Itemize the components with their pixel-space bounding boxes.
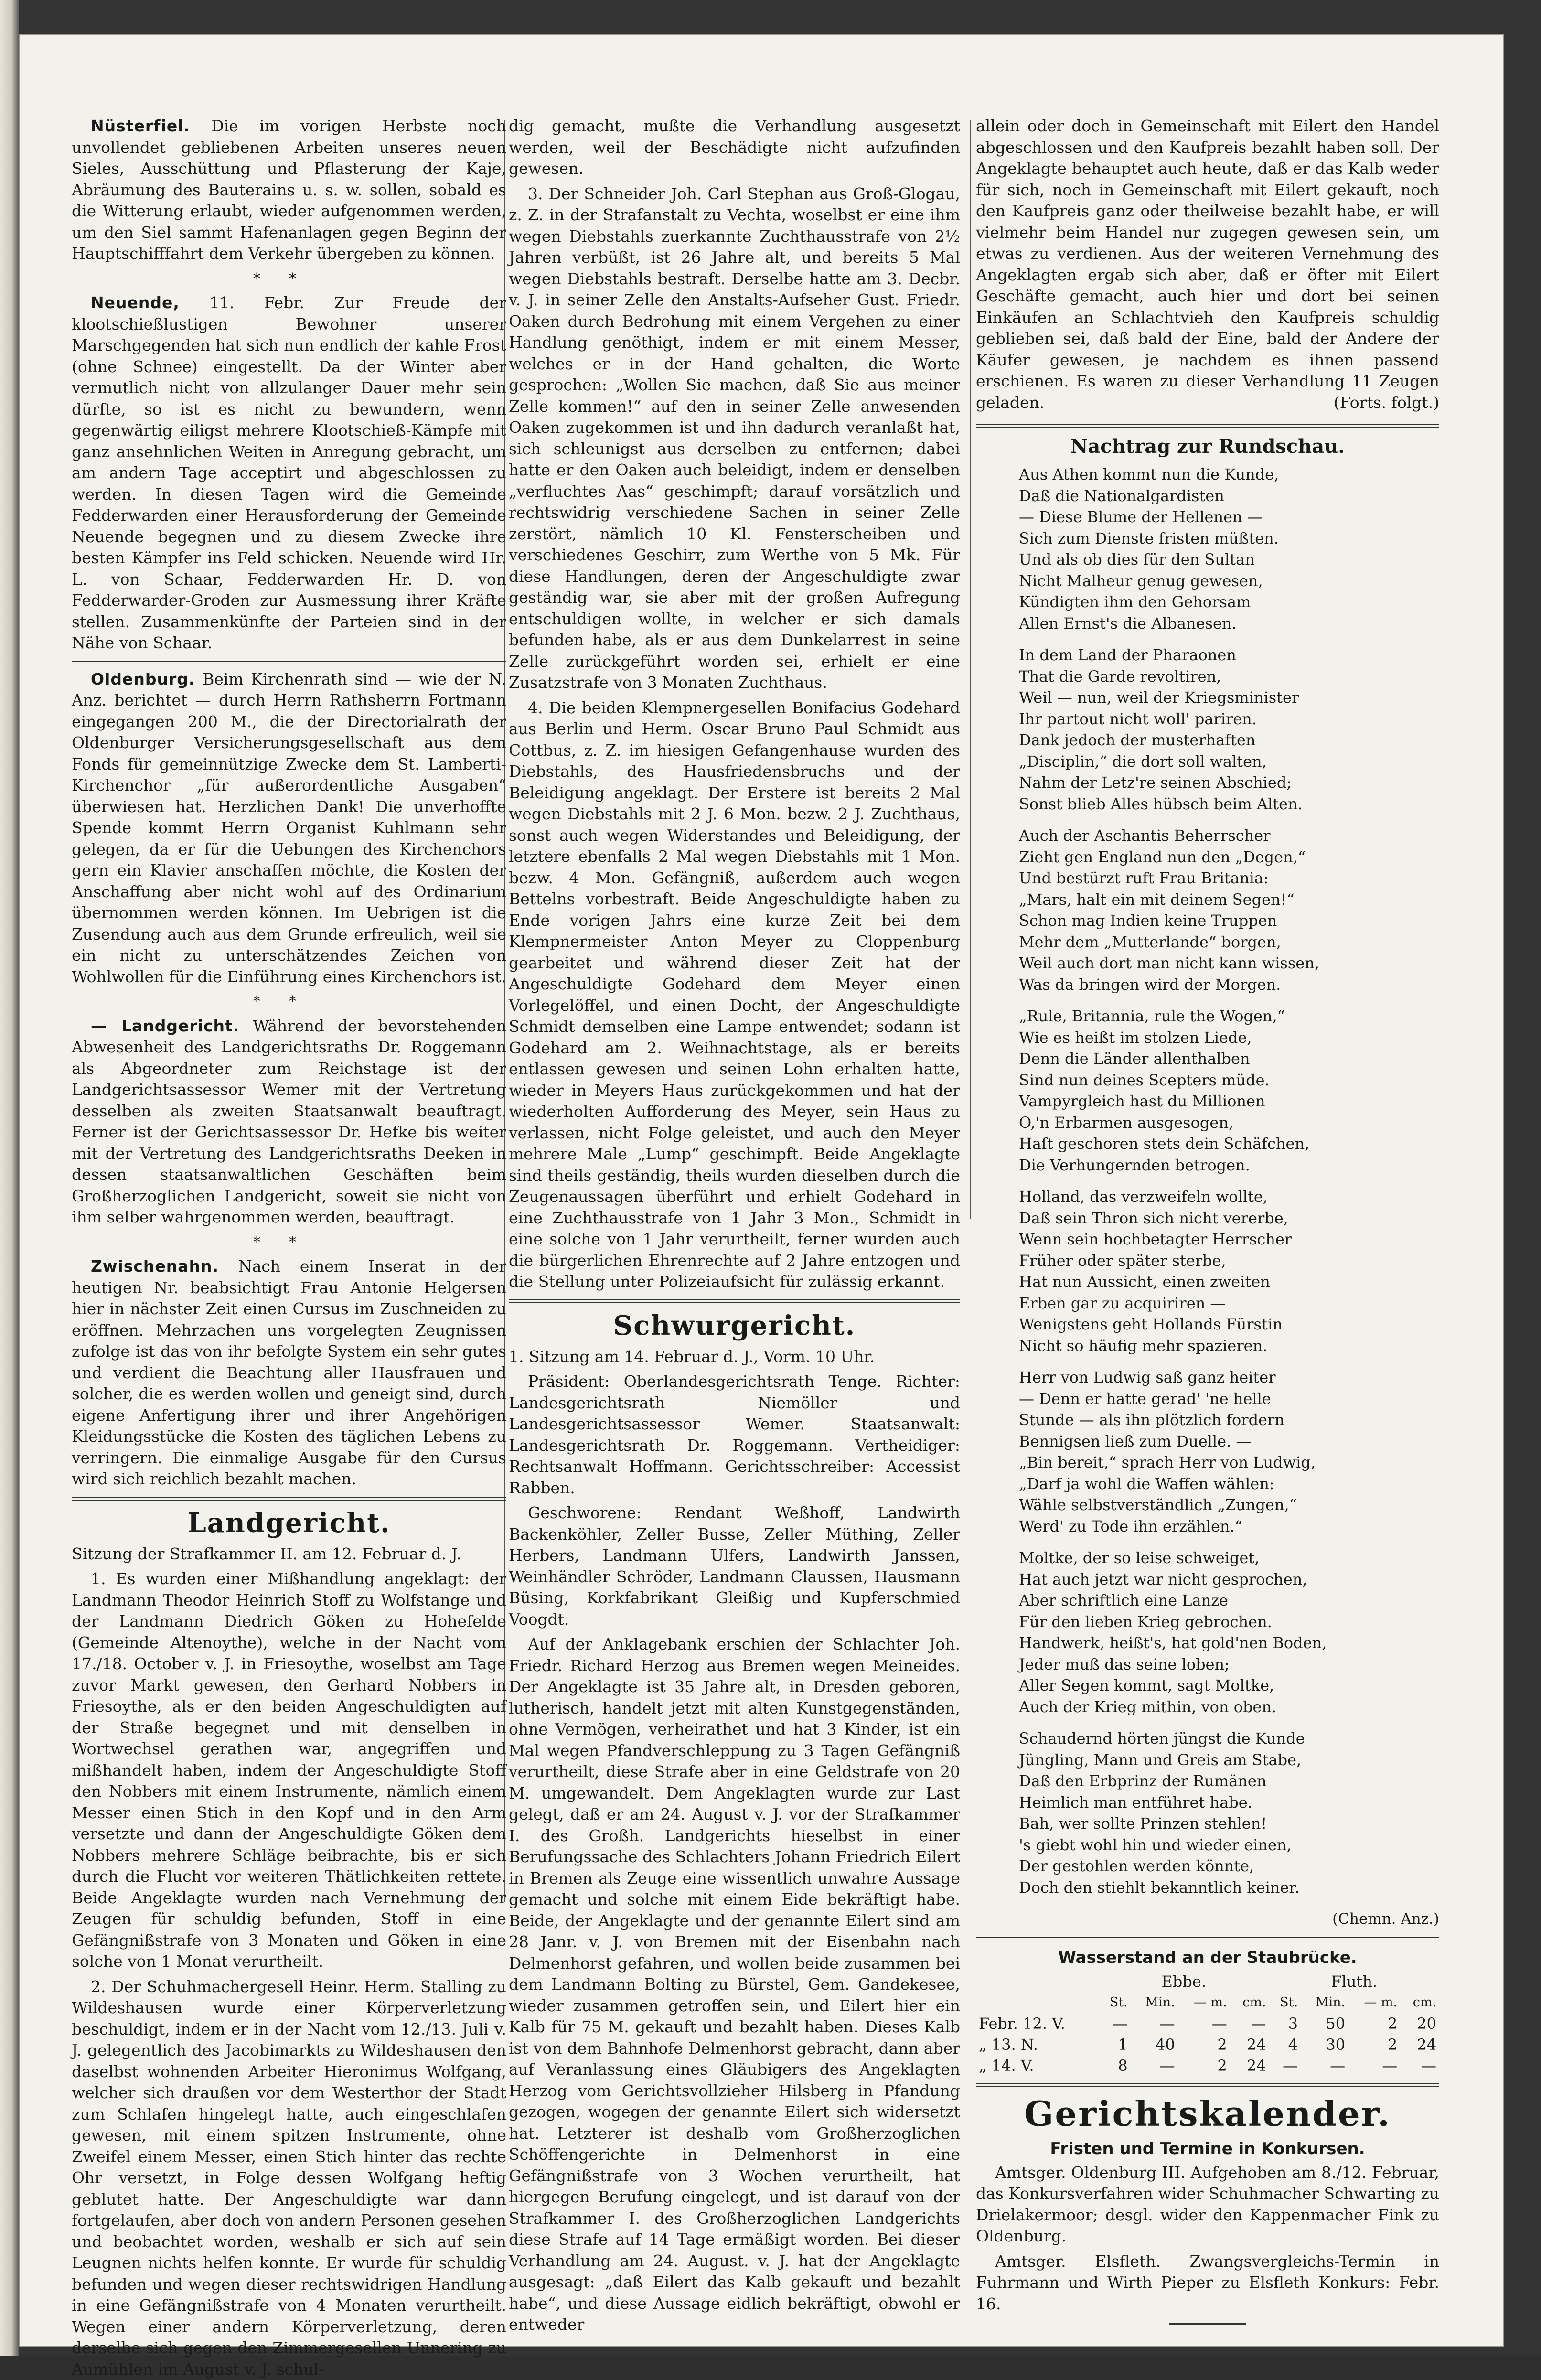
table-cell: 2: [1348, 2034, 1400, 2055]
poem-line: O,'n Erbarmen ausgesogen,: [1019, 1112, 1439, 1134]
case-2: 2. Der Schuhmachergesell Heinr. Herm. Stalling zu Wildeshausen wurde einer Körperverletzung beschuldigt, indem er in der Nacht vom 12./13. Juli v. J. gelegentlich des Jacobimarkts zu Wildeshausen den daselbst wohnenden Arbeiter Hieronimus Wolfgang, welcher sich draußen vor dem Westerthor der Stadt zum Schlafen hingelegt hatte, auch eingeschlafen gewesen, mit einem spitzen Instrumente, ohne Zweifel einem Messer, einen Stich hinter das rechte Ohr versetzt, in Folge dessen Wolfgang heftig geblutet hatte. Der Angeschuldigte war dann fortgelaufen, aber doch von andern Personen gesehen und beobachtet worden, weshalb er sich auf sein Leugnen nichts helfen konnte. Er wurde für schuldig befunden und wegen dieser rechtswidrigen Handlung in eine Gefängnißstrafe von 4 Monaten verurtheilt. Wegen einer andern Körperverletzung, deren derselbe sich gegen den Zimmergesellen Unnering zu Aumühlen im August v. J. schul-: [72, 1976, 506, 2380]
poem-stanza: [1019, 825, 1439, 995]
separator-stars: *​*: [72, 268, 506, 290]
water-level-table: [976, 1971, 1439, 2076]
jurors: Geschworene: Rendant Weßhoff, Landwirth Backenköhler, Zeller Busse, Zeller Müthing, Zeller Herbers, Landmann Ulfers, Landwirth Janssen, Weinhändler Schröder, Landmann Claussen, Hausmann Büsing, Korkfabrikant Gleißig und Kupferschmied Voogdt.: [509, 1502, 960, 1630]
poem-line: Daß die Nationalgardisten: [1019, 485, 1439, 507]
poem-line: Schaudernd hörten jüngst die Kunde: [1019, 1728, 1439, 1749]
table-header-cell: — m.: [1178, 1992, 1230, 2013]
table-cell: —: [1178, 2013, 1230, 2034]
table-cell: „ 13. N.: [976, 2034, 1099, 2055]
column-3: [976, 116, 1439, 2294]
poem-line: Wähle selbstverständlich „Zungen,“: [1019, 1494, 1439, 1516]
poem-line: Auch der Krieg mithin, von oben.: [1019, 1696, 1439, 1718]
table-header-cell: — m.: [1348, 1992, 1400, 2013]
session-line: Sitzung der Strafkammer II. am 12. Februar d. J.: [72, 1544, 506, 1565]
poem-line: Erben gar zu acquiriren —: [1019, 1293, 1439, 1314]
poem-line: Dank jedoch der musterhaften: [1019, 729, 1439, 751]
article-nuesterfiel: Nüsterfiel. Die im vorigen Herbste noch unvollendet gebliebenen Arbeiten unseres neuen Sieles, Ausschüttung und Pflasterung der Kaje, Abräumung des Bauterains u. s. w. sollen, sobald es die Witterung erlaubt, wieder aufgenommen werden, um den Siel sammt Hafenanlagen gegen Beginn der Hauptschifffahrt dem Verkehr übergeben zu können.: [72, 116, 506, 265]
separator-double-rule: [976, 1937, 1439, 1940]
table-cell: „ 14. V.: [976, 2055, 1099, 2076]
poem-line: „Disciplin,“ die dort soll walten,: [1019, 751, 1439, 772]
poem-stanza: [1019, 464, 1439, 634]
poem-line: Kündigten ihm den Gehorsam: [1019, 591, 1439, 613]
poem-line: Für den lieben Krieg gebrochen.: [1019, 1611, 1439, 1633]
article-landgericht-notice: — Landgericht. Während der bevorstehenden Abwesenheit des Landgerichtsraths Dr. Roggemann als Abgeordneter zum Reichstage ist der Landgerichtsassessor Wemer mit der Vertretung desselben als zweiten Staatsanwalt beauftragt. Ferner ist der Gerichtsassessor Dr. Hefke bis weiter mit der Vertretung des Landgerichtsraths Deeken in dessen staatsanwaltlichen Geschäften beim Großherzoglichen Landgericht, soweit sie nicht von ihm selber wahrgenommen werden, beauftragt.: [72, 1016, 506, 1228]
poem-line: Bah, wer sollte Prinzen stehlen!: [1019, 1813, 1439, 1834]
table-cell: 20: [1400, 2013, 1439, 2034]
table-header-cell: cm.: [1230, 1992, 1269, 2013]
case-4: 4. Die beiden Klempnergesellen Bonifacius Godehard aus Berlin und Herm. Oscar Bruno Paul Schmidt aus Cottbus, z. Z. im hiesigen Gefangenhause wurden des Diebstahls, des Hausfriedensbruchs und der Beleidigung angeklagt. Der Erstere ist bereits 2 Mal wegen Diebstahls mit 2 J. 6 Mon. bezw. 2 J. Zuchthaus, sonst auch wegen Widerstandes und Beleidigung, der letztere ebenfalls 2 Mal wegen Diebstahls mit 1 Mon. bezw. 4 Mon. Gefängniß, außerdem auch wegen Bettelns vorbestraft. Beide Angeschuldigte haben zu Ende vorigen Jahrs eine kurze Zeit bei dem Klempnermeister Anton Meyer zu Cloppenburg gearbeitet und während dieser Zeit hat der Angeschuldigte Godehard dem Meyer einen Vorlegelöffel, und einen Docht, der Angeschuldigte Schmidt demselben eine Lampe entwendet; sodann ist Godehard am 2. Weihnachtstage, als er bereits entlassen gewesen und seinen Lohn erhalten hatte, wieder in Meyers Haus zurückgekommen und hat der wiederholten Aufforderung des Meyer, sein Haus zu verlassen, nicht Folge geleistet, und auch den Meyer mehrere Male „Lump“ geschimpft. Beide Angeklagte sind theils geständig, theils wurden dieselben durch die Zeugenaussagen überführt und erhielt Godehard in eine Zuchthausstrafe von 1 Jahr 3 Mon., Schmidt in eine solche von 1 Jahr verurtheilt, ferner wurden auch die bürgerlichen Ehrenrechte auf 2 Jahre entzogen und die Stellung unter Polizeiaufsicht für zulässig erkannt.: [509, 697, 960, 1293]
poem-line: Nicht so häufig mehr spazieren.: [1019, 1335, 1439, 1357]
poem-line: „Rule, Britannia, rule the Wogen,“: [1019, 1006, 1439, 1027]
poem-line: Vampyrgleich hast du Millionen: [1019, 1091, 1439, 1112]
poem-line: Nahm der Letz're seinen Abschied;: [1019, 772, 1439, 793]
poem-line: Auch der Aschantis Beherrscher: [1019, 825, 1439, 847]
article-neuende: Neuende, 11. Febr. Zur Freude der klootschießlustigen Bewohner unserer Marschgegenden hat sich nun endlich der kahle Frost (ohne Schnee) eingestellt. Da der Winter aber vermutlich nicht von allzulanger Dauer mehr sein dürfte, so ist es nicht zu bewundern, wenn gegenwärtig eiligst mehrere Klootschieß-Kämpfe mit ganz ansehnlichen Weiten in Anregung gebracht, um am andern Tage acceptirt und abgeschlossen zu werden. In diesen Tagen wird die Gemeinde Fedderwarden einer Herausforderung der Gemeinde Neuende begegnen und zu diesem Zwecke ihre besten Kämpfer ins Feld schicken. Neuende wird Hr. L. von Schaar, Fedderwarden Hr. D. von Fedderwarder-Groden zur Ausmessung ihrer Kräfte stellen. Zusammenkünfte der Parteien sind in der Nähe von Schaar.: [72, 292, 506, 654]
table-cell: 40: [1131, 2034, 1178, 2055]
poem-line: 's giebt wohl hin und wieder einen,: [1019, 1834, 1439, 1856]
poem-line: Heimlich man entführet habe.: [1019, 1792, 1439, 1813]
session-line: 1. Sitzung am 14. Februar d. J., Vorm. 10 Uhr.: [509, 1346, 960, 1368]
separator-stars: *​*: [72, 991, 506, 1013]
poem-line: Was da bringen wird der Morgen.: [1019, 974, 1439, 996]
table-row: [976, 2013, 1439, 2034]
table-header-row: [976, 1971, 1439, 1992]
poem-line: Ihr partout nicht woll' pariren.: [1019, 708, 1439, 730]
table-header-cell: St.: [1099, 1992, 1131, 2013]
poem-line: Sich zum Dienste fristen müßten.: [1019, 528, 1439, 549]
poem-line: Holland, das verzweifeln wollte,: [1019, 1186, 1439, 1208]
case-1: 1. Es wurden einer Mißhandlung angeklagt: der Landmann Theodor Heinrich Stoff zu Wolfstange und der Landmann Diedrich Göken zu Hohefelde (Gemeinde Altenoythe), welche in der Nacht vom 17./18. October v. J. in Friesoythe, woselbst am Tage zuvor Markt gewesen, den Gerhard Nobbers in Friesoythe, als er den beiden Angeschuldigten auf der Straße begegnet und mit denselben in Wortwechsel gerathen war, angegriffen und mißhandelt haben, indem der Angeschuldigte Stoff den Nobbers mit einem Instrumente, nämlich einem Messer einen Stich in den Kopf und in den Arm versetzte und dann der Angeschuldigte Göken dem Nobbers mehrere Schläge beibrachte, bis er sich durch die Flucht vor weiteren Thätlichkeiten rettete. Beide Angeklagte wurden nach Vernehmung der Zeugen für schuldig befunden, Stoff in eine Gefängnißstrafe von 3 Monaten und Göken in eine solche von 1 Monat verurtheilt.: [72, 1568, 506, 1973]
satirical-poem: [976, 464, 1439, 1898]
poem-line: — Diese Blume der Hellenen —: [1019, 506, 1439, 528]
table-cell: 8: [1099, 2055, 1131, 2076]
fluth-header: Fluth.: [1269, 1971, 1440, 1992]
poem-line: Haſt geschoren stets dein Schäfchen,: [1019, 1133, 1439, 1155]
poem-line: Die Verhungernden betrogen.: [1019, 1155, 1439, 1176]
poem-line: Der gestohlen werden könnte,: [1019, 1855, 1439, 1877]
poem-line: That die Garde revoltiren,: [1019, 666, 1439, 687]
table-cell: —: [1131, 2055, 1178, 2076]
table-cell: —: [1131, 2013, 1178, 2034]
poem-stanza: [1019, 644, 1439, 815]
table-row: [976, 2055, 1439, 2076]
table-cell: —: [1269, 2055, 1301, 2076]
poem-line: Moltke, der so leise schweiget,: [1019, 1547, 1439, 1569]
newspaper-page: [19, 34, 1504, 2347]
separator-double-rule: [509, 1299, 960, 1303]
heading-wasserstand: Wasserstand an der Staubrücke.: [976, 1947, 1439, 1968]
poem-line: Weil — nun, weil der Kriegsminister: [1019, 687, 1439, 708]
poem-line: Stunde — als ihn plötzlich fordern: [1019, 1409, 1439, 1431]
separator-double-rule: [976, 424, 1439, 428]
table-cell: 4: [1269, 2034, 1301, 2055]
heading-landgericht: Landgericht.: [72, 1507, 506, 1539]
previous-page-edge: [0, 0, 19, 2356]
poem-line: Früher oder später sterbe,: [1019, 1250, 1439, 1272]
poem-line: Wie es heißt im stolzen Liede,: [1019, 1027, 1439, 1049]
poem-line: Werd' zu Tode ihn erzählen.“: [1019, 1516, 1439, 1537]
table-cell: 2: [1178, 2034, 1230, 2055]
poem-source: (Chemn. Anz.): [976, 1908, 1439, 1930]
poem-line: Weil auch dort man nicht kann wissen,: [1019, 953, 1439, 974]
poem-line: Sonst blieb Alles hübsch beim Alten.: [1019, 793, 1439, 815]
poem-line: Daß den Erbprinz der Rumänen: [1019, 1770, 1439, 1792]
notice-oldenburg: Amtsger. Oldenburg III. Aufgehoben am 8./12. Februar, das Konkursverfahren wider Schuhmacher Schwarting zu Drielakermoor; desgl. wider den Kappenmacher Fink zu Oldenburg.: [976, 2162, 1439, 2247]
ebbe-header: Ebbe.: [1099, 1971, 1269, 1992]
poem-line: Zieht gen England nun den „Degen,“: [1019, 847, 1439, 868]
separator-stars: *​*: [72, 1232, 506, 1254]
poem-line: — Denn er hatte gerad' 'ne helle: [1019, 1388, 1439, 1410]
table-cell: 3: [1269, 2013, 1301, 2034]
case-herzog-continued: allein oder doch in Gemeinschaft mit Eilert den Handel abgeschlossen und den Kaufpreis bezahlt haben soll. Der Angeklagte behauptet auch heute, daß er das Kalb weder für sich, noch in Gemeinschaft mit Eilert gekauft, noch den Kaufpreis ganz oder theilweise bezahlt habe, er will vielmehr beim Handel nur zugegen gewesen sein, um etwas zu verdienen. Aus der weiteren Vernehmung des Angeklagten ergab sich aber, daß er öfter mit Eilert Geschäfte gemacht, auch hier und dort bei seinen Einkäufen an Schlachtvieh den Kaufpreis schuldig geblieben sei, daß bald der Eine, bald der Andere der Käufer gewesen, je nachdem es ihnen passend erschienen. Es waren zu dieser Verhandlung 11 Zeugen geladen. (Forts. folgt.): [976, 116, 1439, 413]
case-3: 3. Der Schneider Joh. Carl Stephan aus Groß-Glogau, z. Z. in der Strafanstalt zu Vechta, woselbst er eine ihm wegen Diebstahls zuerkannte Zuchthausstrafe von 2½ Jahren verbüßt, ist 26 Jahre alt, und bereits 5 Mal wegen Diebstahls bestraft. Derselbe hatte am 3. Decbr. v. J. in seiner Zelle den Anstalts-Aufseher Gust. Friedr. Oaken durch Bedrohung mit einem Vergehen zu einer Handlung genöthigt, indem er mit einem Messer, welches er in der Hand gehalten, die Worte gesprochen: „Wollen Sie machen, daß Sie aus meiner Zelle kommen!“ auf den in seiner Zelle anwesenden Oaken zugekommen ist und ihn dadurch veranlaßt hat, sich schleunigst aus derselben zu entfernen; dabei hatte er den Oaken auch beleidigt, indem er denselben „verfluchtes Aas“ geschimpft; darauf vorsätzlich und rechtswidrig verschiedene Sachen in seiner Zelle zerstört, nämlich 10 Kl. Fensterscheiben und verschiedenes Geschirr, zum Werthe von 5 Mk. Für diese Handlungen, deren der Angeschuldigte zwar geständig war, sie aber mit der großen Aufregung entschuldigen wollte, in welcher er sich damals befunden habe, als er aus dem Dunkelarrest in seine Zelle zurückgeführt worden sei, erhielt er eine Zusatzstrafe von 3 Monaten Zuchthaus.: [509, 183, 960, 694]
poem-line: Nicht Malheur genug gewesen,: [1019, 570, 1439, 592]
table-cell: —: [1301, 2055, 1348, 2076]
poem-line: Und als ob dies für den Sultan: [1019, 549, 1439, 570]
table-cell: —: [1400, 2055, 1439, 2076]
table-cell: —: [1099, 2013, 1131, 2034]
article-oldenburg: Oldenburg. Beim Kirchenrath sind — wie der N. Anz. berichtet — durch Herrn Rathsherrn Fortmann eingegangen 200 M., die der Directorialrath der Oldenburger Versicherungsgesellschaft aus dem Fonds für gemeinnützige Zwecke dem St. Lamberti-Kirchenchor „für außerordentliche Ausgaben“ überwiesen hat. Herzlichen Dank! Die unverhoffte Spende kommt Herrn Organist Kuhlmann sehr gelegen, da er für die Uebungen des Kirchenchors gern ein Klavier anschaffen möchte, die Kosten der Anschaffung aber nicht wohl auf des Ordinarium übernommen werden können. Im Uebrigen ist die Zusendung auch aus dem Grunde erfreulich, weil sie ein nicht zu unterschätzendes Zeichen von Wohlwollen für die Einführung eines Kirchenchors ist.: [72, 669, 506, 988]
separator-double-rule: [72, 1497, 506, 1501]
case-herzog: Auf der Anklagebank erschien der Schlachter Joh. Friedr. Richard Herzog aus Bremen wegen Meineides. Der Angeklagte ist 35 Jahre alt, in Dresden geboren, lutherisch, handelt jetzt mit alten Kunstgegenständen, ohne Vermögen, verheirathet und hat 3 Kinder, ist ein Mal wegen Pfandverschleppung zu 3 Tagen Gefängniß verurtheilt, diese Strafe aber in eine Geldstrafe von 20 M. umgewandelt. Dem Angeklagten wurde zur Last gelegt, daß er am 24. August v. J. vor der Strafkammer I. des Großh. Landgerichts hieselbst in einer Berufungssache des Schlachters Johann Friedrich Eilert in Bremen als Zeuge eine wissentlich unwahre Aussage gemacht und solche mit einem Eide bekräftigt habe. Beide, der Angeklagte und der genannte Eilert sind am 28 Janr. v. J. von Bremen mit der Eisenbahn nach Delmenhorst gefahren, und wollen beide zusammen bei dem Landmann Bolting zu Bürstel, Gem. Gandekesee, wieder zusammen getroffen sein, und Eilert hier ein Kalb für 75 M. gekauft und bezahlt haben. Dieses Kalb ist von dem Bahnhofe Delmenhorst gebracht, dann aber auf Veranlassung eines Gläubigers des Angeklagten Herzog vom Gerichtsvollzieher Hilsberg in Pfandung gezogen, wogegen der genannte Eilert sich widersetzt hat. Letzterer ist deshalb vom Großherzoglichen Schöffengerichte in Delmenhorst in eine Gefängnißstrafe von 3 Wochen verurtheilt, hat hiergegen Berufung eingelegt, und ist darauf von der Strafkammer I. des Großherzoglichen Landgerichts diese Strafe auf 14 Tage ermäßigt worden. Bei dieser Verhandlung am 24. August. v. J. hat der Angeklagte ausgesagt: „daß Eilert das Kalb gekauft und bezahlt habe“, und diese Aussage eidlich bekräftigt, obwohl er entweder: [509, 1634, 960, 2336]
column-1: [72, 116, 506, 2294]
table-cell: 2: [1178, 2055, 1230, 2076]
poem-line: Hat nun Aussicht, einen zweiten: [1019, 1271, 1439, 1293]
poem-line: Doch den stiehlt bekanntlich keiner.: [1019, 1877, 1439, 1898]
poem-line: Daß sein Thron sich nicht vererbe,: [1019, 1208, 1439, 1229]
column-divider-2: [970, 120, 971, 1219]
poem-line: Mehr dem „Mutterlande“ borgen,: [1019, 932, 1439, 953]
poem-line: „Darf ja wohl die Waffen wählen:: [1019, 1473, 1439, 1495]
poem-line: Jeder muß das seine loben;: [1019, 1654, 1439, 1675]
heading-fristen: Fristen und Termine in Konkursen.: [976, 2138, 1439, 2159]
poem-line: Bennigsen ließ zum Duelle. —: [1019, 1431, 1439, 1452]
case-2-continued: dig gemacht, mußte die Verhandlung ausgesetzt werden, weil der Beschädigte nicht aufzufinden gewesen.: [509, 116, 960, 180]
continuation-note: (Forts. folgt.): [1334, 392, 1439, 414]
table-header-cell: Min.: [1131, 1992, 1178, 2013]
poem-line: „Bin bereit,“ sprach Herr von Ludwig,: [1019, 1452, 1439, 1473]
poem-line: Wenn sein hochbetagter Herrscher: [1019, 1229, 1439, 1250]
table-cell: 24: [1400, 2034, 1439, 2055]
poem-stanza: [1019, 1728, 1439, 1898]
heading-gerichtskalender: Gerichtskalender.: [976, 2093, 1439, 2134]
table-cell: 24: [1230, 2055, 1269, 2076]
table-cell: 1: [1099, 2034, 1131, 2055]
poem-line: Herr von Ludwig saß ganz heiter: [1019, 1367, 1439, 1388]
table-cell: —: [1348, 2055, 1400, 2076]
separator-double-rule: [976, 2083, 1439, 2087]
table-header-cell: St.: [1269, 1992, 1301, 2013]
poem-line: Hat auch jetzt war nicht gesprochen,: [1019, 1569, 1439, 1590]
separator-rule: [72, 661, 506, 662]
poem-line: Denn die Länder allenthalben: [1019, 1048, 1439, 1070]
table-header-cell: Min.: [1301, 1992, 1348, 2013]
table-cell: Febr. 12. V.: [976, 2013, 1099, 2034]
poem-line: „Mars, halt ein mit deinem Segen!“: [1019, 889, 1439, 911]
end-rule: [1169, 2323, 1246, 2325]
table-subheader-row: [976, 1992, 1439, 2013]
poem-line: Aus Athen kommt nun die Kunde,: [1019, 464, 1439, 485]
column-2: [509, 116, 960, 2294]
poem-line: Allen Ernst's die Albanesen.: [1019, 613, 1439, 634]
heading-nachtrag: Nachtrag zur Rundschau.: [976, 434, 1439, 459]
notice-elsfleth: Amtsger. Elsfleth. Zwangsvergleichs-Termin in Fuhrmann und Wirth Pieper zu Elsfleth Konkurs: Febr. 16.: [976, 2251, 1439, 2315]
poem-line: Und bestürzt ruft Frau Britania:: [1019, 868, 1439, 889]
poem-line: Aller Segen kommt, sagt Moltke,: [1019, 1675, 1439, 1696]
article-zwischenahn: Zwischenahn. Nach einem Inserat in der heutigen Nr. beabsichtigt Frau Antonie Helgersen hier in nächster Zeit einen Cursus im Zuschneiden zu eröffnen. Mehrzachen uns vorgelegten Zeugnissen zufolge ist das von ihr befolgte System ein sehr gutes und verdient die Beachtung aller Hausfrauen und solcher, die es werden wollen und geneigt sind, durch eigene Anfertigung ihrer und ihrer Angehörigen Kleidungsstücke die Kosten des täglichen Lebens zu verringern. Die einmalige Ausgabe für den Cursus wird sich reichlich bezahlt machen.: [72, 1256, 506, 1490]
poem-line: Wenigstens geht Hollands Fürstin: [1019, 1314, 1439, 1335]
poem-stanza: [1019, 1547, 1439, 1717]
poem-stanza: [1019, 1006, 1439, 1176]
poem-stanza: [1019, 1367, 1439, 1537]
table-cell: —: [1230, 2013, 1269, 2034]
table-cell: 2: [1348, 2013, 1400, 2034]
court-members: Präsident: Oberlandesgerichtsrath Tenge. Richter: Landesgerichtsrath Niemöller und Landesgerichtsassessor Wemer. Staatsanwalt: Landesgerichtsrath Dr. Roggemann. Vertheidiger: Rechtsanwalt Hoffmann. Gerichtsschreiber: Accessist Rabben.: [509, 1371, 960, 1499]
poem-line: Handwerk, heißt's, hat gold'nen Boden,: [1019, 1632, 1439, 1654]
poem-line: Jüngling, Mann und Greis am Stabe,: [1019, 1749, 1439, 1771]
table-cell: 30: [1301, 2034, 1348, 2055]
poem-line: Sind nun deines Scepters müde.: [1019, 1070, 1439, 1091]
table-cell: 24: [1230, 2034, 1269, 2055]
poem-line: In dem Land der Pharaonen: [1019, 644, 1439, 666]
poem-stanza: [1019, 1186, 1439, 1356]
poem-line: Schon mag Indien keine Truppen: [1019, 910, 1439, 932]
table-header-cell: cm.: [1400, 1992, 1439, 2013]
heading-schwurgericht: Schwurgericht.: [509, 1310, 960, 1341]
table-cell: 50: [1301, 2013, 1348, 2034]
poem-line: Aber schriftlich eine Lanze: [1019, 1590, 1439, 1611]
table-row: [976, 2034, 1439, 2055]
